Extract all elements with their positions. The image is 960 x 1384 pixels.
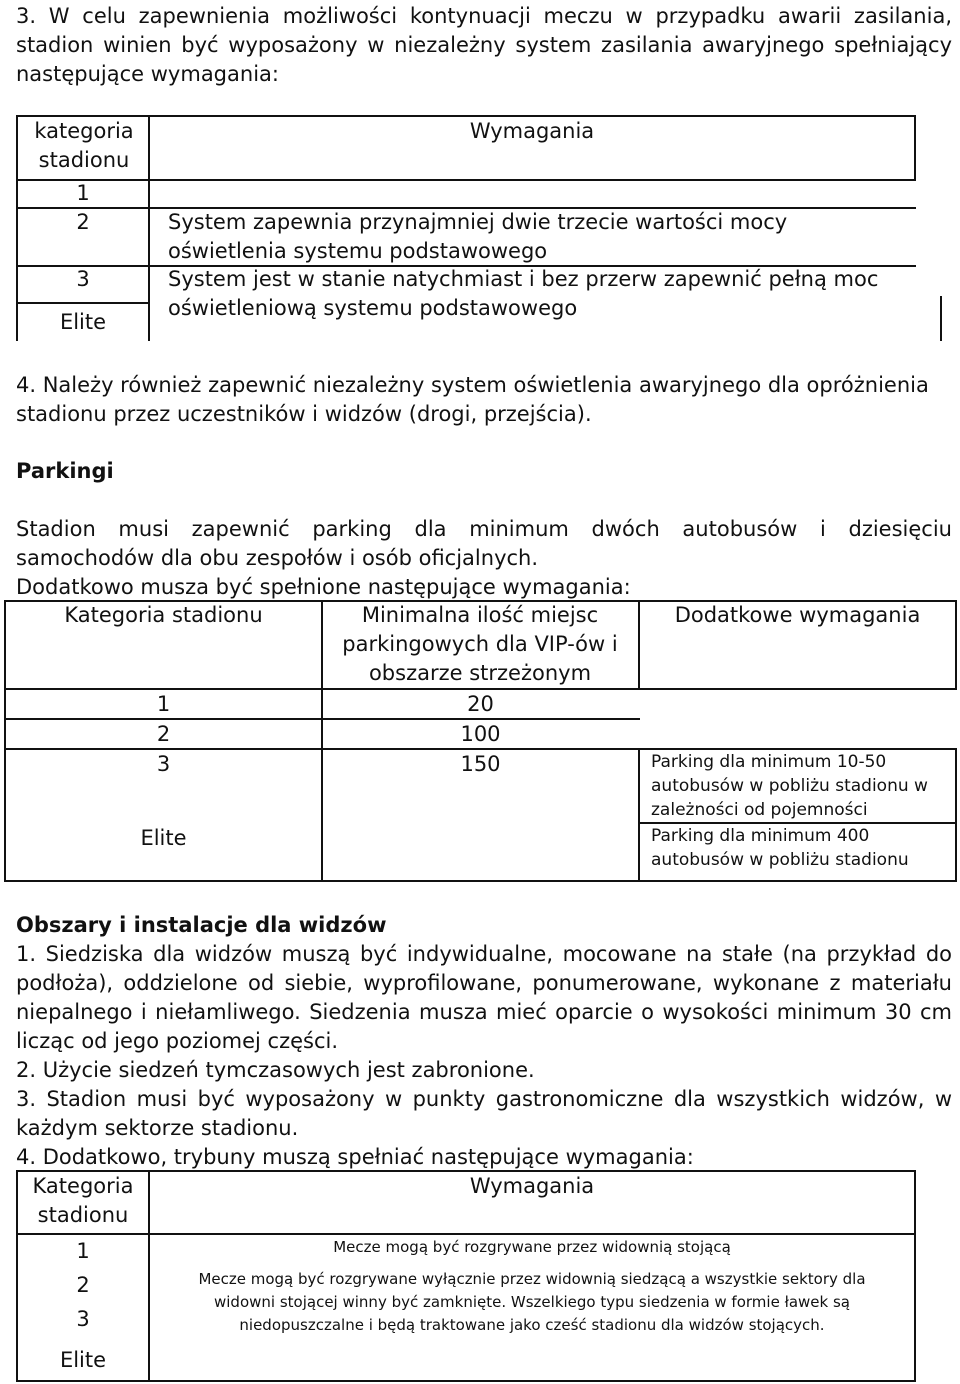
- stands-paragraph: 4. Dodatkowo, trybuny muszą spełniać następujące wymagania:: [16, 1145, 694, 1169]
- header-requirements: Wymagania: [469, 1174, 595, 1198]
- parking-heading: Parkingi: [16, 459, 114, 483]
- header-vip-spaces: Minimalna ilość miejsc parkingowych dla VIP-ów i obszarze strzeżonym: [342, 603, 618, 685]
- requirement-cell: System zapewnia przynajmniej dwie trzecie wartości mocy oświetlenia systemu podstawowego: [168, 210, 788, 263]
- header-category: Kategoria stadionu: [64, 603, 263, 627]
- category-cell: 1: [76, 181, 90, 205]
- spaces-cell: 20: [467, 692, 494, 716]
- power-requirements-table: [16, 115, 916, 341]
- header-additional: Dodatkowe wymagania: [674, 603, 921, 627]
- category-cell: Elite: [140, 826, 187, 850]
- seating-paragraph: 1. Siedziska dla widzów muszą być indywidualne, mocowane na stałe (na przykład do podłoża), oddzielone od siebie, wyprofilowane, ponumerowane, wykonane z materiału niepalnego i niełamliwego. Siedzenia musza mieć oparcie o wysokości minimum 30 cm licząc od jego poziomej części.: [16, 942, 952, 1053]
- category-cell: 3: [156, 752, 171, 776]
- additional-requirement-cell: Parking dla minimum 10-50 autobusów w pobliżu stadionu w zależności od pojemności: [651, 752, 928, 820]
- additional-requirement-cell: Parking dla minimum 400 autobusów w pobliżu stadionu: [651, 826, 909, 870]
- emergency-lighting-paragraph: 4. Należy również zapewnić niezależny system oświetlenia awaryjnego dla opróżnienia stadionu przez uczestników i widzów (drogi, przejścia).: [16, 373, 929, 426]
- temporary-seats-paragraph: 2. Użycie siedzeń tymczasowych jest zabronione.: [16, 1058, 535, 1082]
- spaces-cell: 150: [460, 752, 501, 776]
- header-requirements: Wymagania: [469, 119, 595, 143]
- category-cell: Elite: [59, 310, 107, 334]
- category-cell: 2: [76, 1273, 90, 1297]
- category-cell: 2: [76, 210, 90, 234]
- header-category: kategoria stadionu: [34, 119, 134, 172]
- header-category: Kategoria stadionu: [32, 1174, 134, 1227]
- requirement-cell: System jest w stanie natychmiast i bez przerw zapewnić pełną moc oświetleniową systemu podstawowego: [168, 267, 879, 320]
- parking-paragraph: Stadion musi zapewnić parking dla minimum dwóch autobusów i dziesięciu samochodów dla obu zespołów i osób oficjalnych.: [16, 517, 952, 570]
- category-cell: 3: [76, 1307, 90, 1331]
- category-cell: 2: [156, 722, 171, 746]
- requirement-cell: Mecze mogą być rozgrywane przez widownią stojącą: [333, 1238, 731, 1256]
- category-cell: 1: [76, 1239, 90, 1263]
- requirement-cell: Mecze mogą być rozgrywane wyłącznie przez widownią siedzącą a wszystkie sektory dla widowni stojącej winny być zamknięte. Wszelkiego typu siedzenia w formie ławek są niedopuszczalne i będą traktowane jako cześć stadionu dla widzów stojących.: [198, 1270, 866, 1334]
- catering-paragraph: 3. Stadion musi być wyposażony w punkty gastronomiczne dla wszystkich widzów, w każdym sektorze stadionu.: [16, 1087, 952, 1140]
- category-cell: Elite: [59, 1348, 107, 1372]
- spaces-cell: 100: [460, 722, 501, 746]
- power-intro-paragraph: 3. W celu zapewnienia możliwości kontynuacji meczu w przypadku awarii zasilania, stadion winien być wyposażony w niezależny system zasilania awaryjnego spełniający następujące wymagania:: [16, 4, 952, 86]
- stands-table: [16, 1170, 916, 1382]
- category-cell: 3: [76, 267, 90, 291]
- parking-additional-paragraph: Dodatkowo musza być spełnione następujące wymagania:: [16, 575, 631, 599]
- category-cell: 1: [156, 692, 171, 716]
- parking-table: [4, 600, 957, 882]
- spectators-heading: Obszary i instalacje dla widzów: [16, 913, 387, 937]
